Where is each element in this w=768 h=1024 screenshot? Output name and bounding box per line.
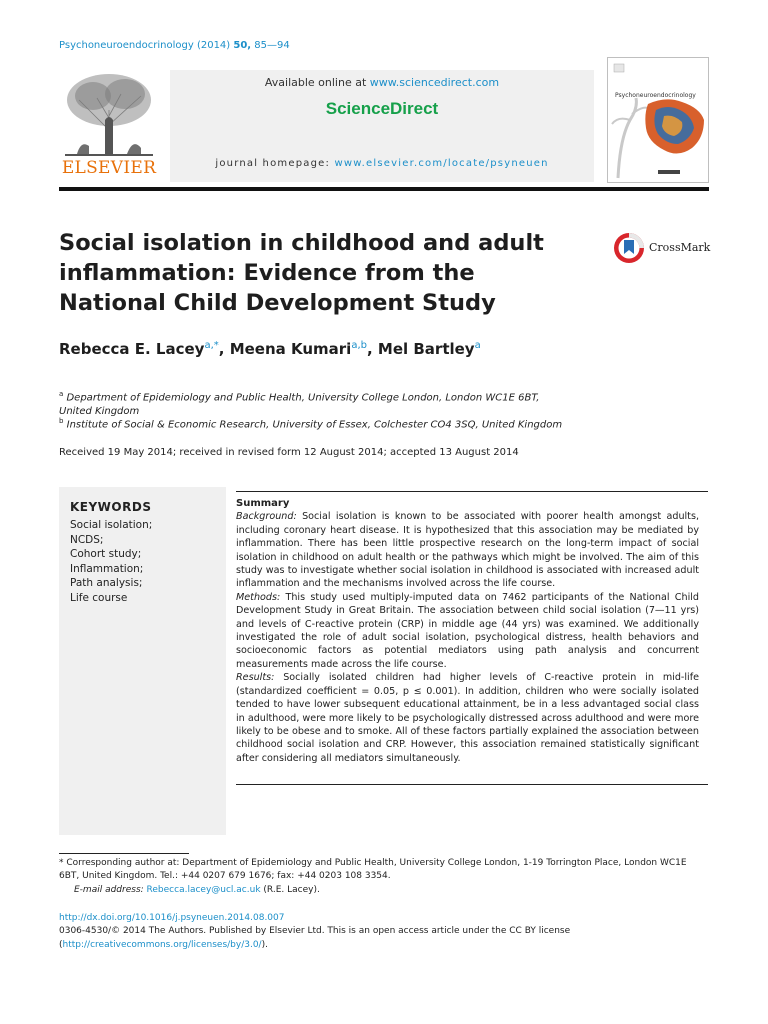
abstract-summary [236,497,699,765]
cover-title: Psychoneuroendocrinology [615,92,696,99]
affiliation-marker: a [59,390,64,398]
available-prefix: Available online at [264,76,370,89]
summary-results [236,671,699,765]
corresponding-author-footnote [59,857,709,897]
journal-citation[interactable] [59,40,290,51]
affiliation-line: Department of Epidemiology and Public Health, University College London, London WC1E 6BT, [66,392,540,404]
author-affiliation-marker[interactable]: a,b [351,340,367,351]
affiliation-b [59,415,562,432]
author-affiliation-marker[interactable]: a,* [204,340,219,351]
publisher-name: ELSEVIER [61,158,157,178]
email-link[interactable]: Rebecca.lacey@ucl.ac.uk [146,884,261,895]
email-line [59,884,709,897]
license-open: ( [59,939,63,950]
summary-top-rule [236,491,708,492]
results-label: Results: [236,672,275,684]
license-line [59,939,709,952]
author-name[interactable]: Meena Kumari [229,340,352,358]
keywords-box [59,487,226,835]
author-separator: , [366,340,378,358]
doi-link[interactable]: http://dx.doi.org/10.1016/j.psyneuen.2014.08.007 [59,913,285,923]
keyword-item: Cohort study; [70,548,142,560]
affiliation-marker: b [59,417,64,425]
author-name[interactable]: Rebecca E. Lacey [59,340,205,358]
keyword-item: Inflammation; [70,562,144,575]
email-suffix: (R.E. Lacey). [260,884,320,895]
keyword-item: Social isolation; [70,519,153,531]
journal-cover-image[interactable] [607,57,709,183]
keywords-heading: KEYWORDS [70,500,152,514]
author-list [59,340,481,358]
header-divider [59,187,709,191]
keyword-item: Life course [70,591,128,604]
keyword-item: Path analysis; [70,577,143,589]
crossmark-label: CrossMark [649,241,711,254]
homepage-link[interactable]: www.elsevier.com/locate/psyneuen [334,158,549,169]
journal-header [170,70,594,182]
author-affiliation-marker[interactable]: a [474,340,481,351]
journal-year: (2014) [196,40,231,51]
doi-copyright-block [59,912,709,952]
summary-bottom-rule [236,784,708,785]
email-label: E-mail address: [74,884,144,895]
background-label: Background: [236,511,297,523]
copyright-line: 0306-4530/© 2014 The Authors. Published by Elsevier Ltd. This is an open access article under the CC BY license [59,926,571,937]
available-online [170,76,594,89]
crossmark-badge[interactable] [613,232,723,264]
homepage-prefix: journal homepage: [215,158,335,169]
background-text: Social isolation is known to be associated with poorer health amongst adults, including coronary heart disease. It is hypothesized that this association may be mediated by inflammation. There has been little prospective research on the long-term impact of social isolation in childhood on adult health or the pathways which might be involved. The aim of this study was to investigate whether social isolation in childhood is associated with increased adult inflammation and the mechanisms involved across the life course. [236,511,699,590]
journal-volume: 50, [233,40,252,51]
author-name[interactable]: Mel Bartley [377,340,475,358]
keyword-item: NCDS; [70,533,104,546]
journal-pages: 85—94 [254,40,290,51]
affiliation-line: United Kingdom [59,405,140,417]
affiliation-a [59,388,539,418]
footnote-rule [59,853,189,854]
cover-artwork [608,58,708,182]
sciencedirect-brand[interactable]: ScienceDirect [325,99,439,118]
methods-text: This study used multiply-imputed data on 7462 participants of the National Child Development Study in Great Britain. The association between child social isolation (7—11 yrs) and levels of C-reactive protein (CRP) in middle age (44 yrs) was examined. We additionally investigated the role of adult social isolation, psychological distress, health behaviors and socioeconomic factors as potential mediators using path analysis and concurrent measurements made across the life course. [236,591,699,670]
crossmark-icon [613,232,645,264]
journal-homepage [170,158,594,169]
author-separator: , [218,340,230,358]
affiliation-line: Institute of Social & Economic Research, University of Essex, Colchester CO4 3SQ, United Kingdom [66,419,563,431]
received-dates: Received 19 May 2014; received in revised form 12 August 2014; accepted 13 August 2014 [59,447,519,458]
sciencedirect-link[interactable]: www.sciencedirect.com [369,76,500,89]
methods-label: Methods: [236,591,281,603]
article-title: Social isolation in childhood and adult inflammation: Evidence from the National Child Development Study [59,230,544,316]
summary-methods [236,591,699,671]
results-text: Socially isolated children had higher levels of C-reactive protein in mid-life (standardized coefficient = 0.05, p ≤ 0.001). In addition, children who were socially isolated tended to have lower subsequent educational attainment, be in a less advantaged social class in adulthood, were more likely to be psychologically distressed across adulthood and were more likely to be obese and to smoke. All of these factors partially explained the association between childhood social isolation and CRP. However, this association remained statistically significant after considering all mediators simultaneously. [236,672,699,764]
license-close: ). [261,939,268,950]
summary-background [236,510,699,590]
summary-heading: Summary [236,498,290,509]
corresponding-author-text: * Corresponding author at: Department of Epidemiology and Public Health, University College London, 1-19 Torrington Place, London WC1E 6BT, United Kingdom. Tel.: +44 0207 679 1676; fax: +44 0203 108 3354. [59,858,687,882]
journal-name: Psychoneuroendocrinology [59,40,194,51]
license-link[interactable]: http://creativecommons.org/licenses/by/3.0/ [62,939,262,950]
keywords-list [70,518,152,605]
